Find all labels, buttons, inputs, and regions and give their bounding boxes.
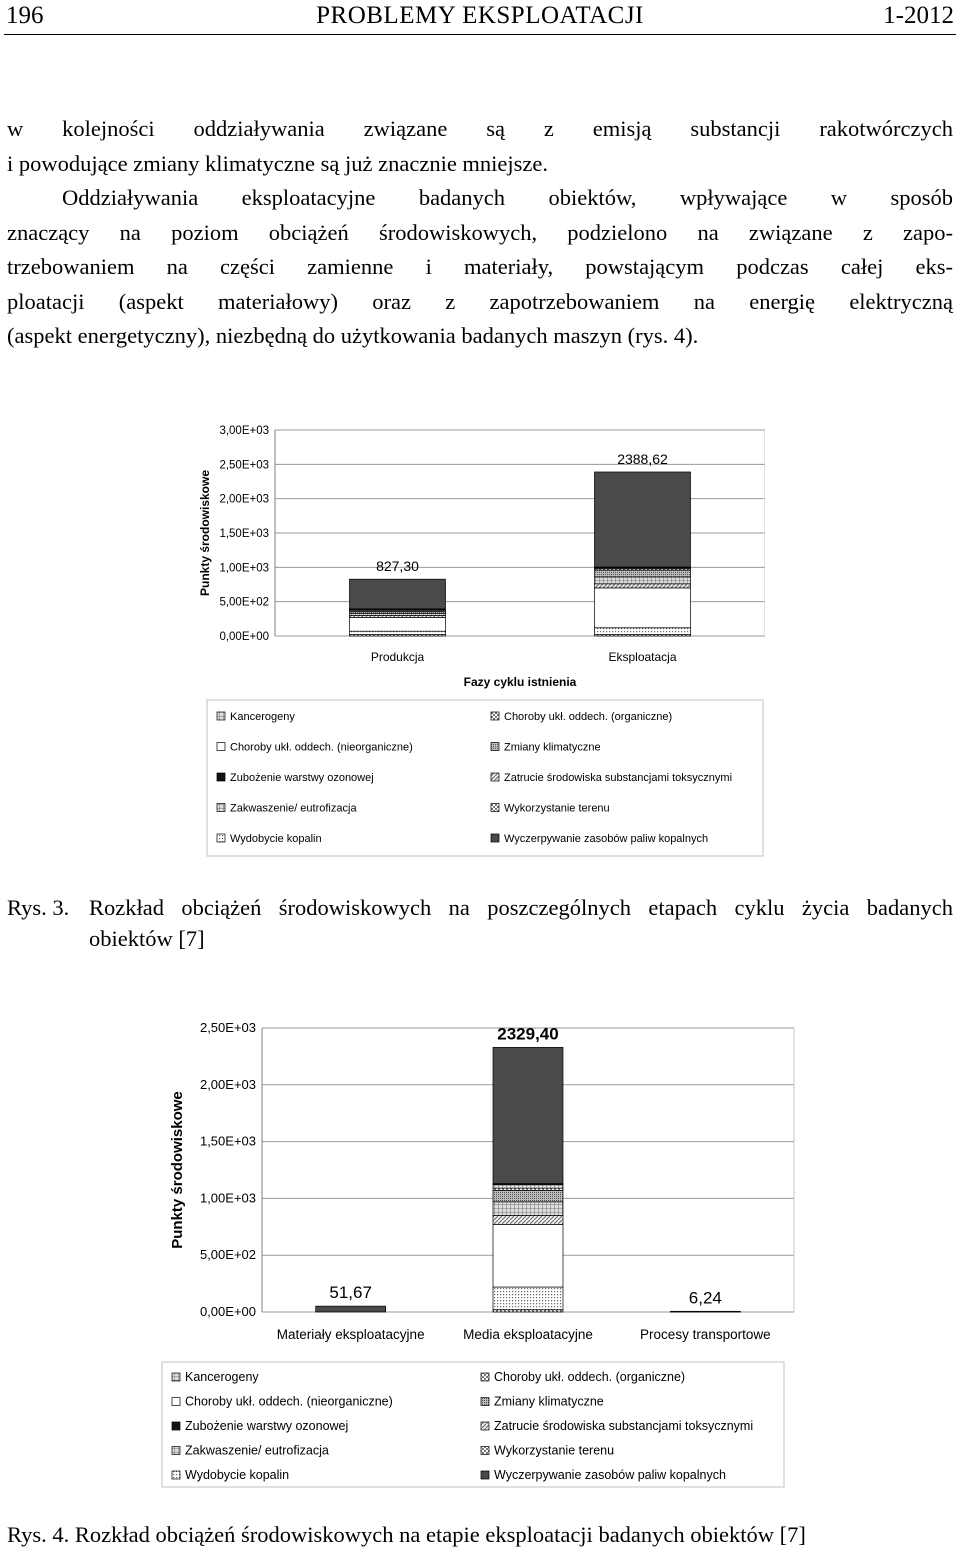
legend-label: Kancerogeny: [185, 1370, 259, 1384]
legend-label: Wyczerpywanie zasobów paliw kopalnych: [494, 1468, 726, 1482]
legend-swatch-wydobycie-kopalin: [172, 1471, 180, 1479]
legend-swatch-wykorzystanie-terenu: [491, 804, 499, 812]
bar-segment-choroby-ukl-oddech-nieorganiczne: [595, 588, 691, 628]
bar-segment-choroby-ukl-oddech-nieorganiczne: [350, 617, 446, 631]
bar-segment-zatrucie-srodowiska-substancjami-toksycznymi: [493, 1215, 563, 1224]
legend-label: Wydobycie kopalin: [185, 1468, 290, 1482]
legend-label: Choroby ukł. oddech. (nieorganiczne): [185, 1394, 393, 1409]
y-tick-label: 5,00E+02: [199, 1247, 256, 1263]
y-tick-label: 5,00E+02: [219, 596, 269, 609]
bar-segment-wydobycie-kopalin: [595, 628, 691, 635]
legend-swatch-zatrucie-srodowiska-substancjami-toksycznymi: [491, 773, 499, 781]
text-line: Oddziaływania eksploatacyjne badanych obiektów, wpływające w sposób: [62, 185, 953, 210]
x-tick-label: Media eksploatacyjne: [463, 1327, 593, 1342]
bar-segment-wyczerpywanie-zasobow-paliw-kopalnych: [493, 1047, 563, 1183]
legend-label: Choroby ukł. oddech. (organiczne): [494, 1370, 686, 1384]
legend-swatch-choroby-ukl-oddech-nieorganiczne: [217, 743, 225, 751]
y-axis-title: Punkty środowiskowe: [198, 469, 212, 597]
data-label: 6,24: [688, 1288, 722, 1308]
bar-segment-zakwaszenie-eutrofizacja: [595, 577, 691, 584]
y-tick-label: 2,50E+03: [219, 459, 269, 472]
x-tick-label: Produkcja: [370, 650, 425, 664]
y-tick-label: 0,00E+00: [199, 1304, 256, 1319]
bar-segment-zatrucie-srodowiska-substancjami-toksycznymi: [595, 584, 691, 588]
bar-segment-kancerogeny: [493, 1185, 563, 1188]
legend-label: Zmiany klimatyczne: [494, 1394, 604, 1409]
figure-4-caption: Rys. 4. Rozkład obciążeń środowiskowych na etapie eksploatacji badanych obiektów [7]: [7, 1522, 806, 1547]
legend-label: Kancerogeny: [230, 711, 295, 723]
bar-segment-zakwaszenie-eutrofizacja: [493, 1202, 563, 1216]
bar-segment-wyczerpywanie-zasobow-paliw-kopalnych: [316, 1306, 386, 1312]
legend-swatch-choroby-ukl-oddech-organiczne: [491, 712, 499, 720]
legend-label: Zubożenie warstwy ozonowej: [185, 1419, 349, 1433]
bar-segment-wydobycie-kopalin: [493, 1287, 563, 1310]
issue-number: 1-2012: [883, 2, 954, 29]
legend-swatch-wykorzystanie-terenu: [481, 1447, 489, 1455]
y-tick-label: 2,00E+03: [219, 493, 269, 506]
legend-label: Wyczerpywanie zasobów paliw kopalnych: [504, 833, 709, 845]
x-tick-label: Procesy transportowe: [640, 1327, 771, 1342]
bar-segment-zmiany-klimatyczne: [595, 570, 691, 577]
y-tick-label: 0,00E+00: [219, 631, 269, 643]
legend-swatch-wyczerpywanie-zasobow-paliw-kopalnych: [481, 1471, 489, 1479]
y-tick-label: 2,00E+03: [199, 1076, 256, 1092]
figure-3-label: Rys. 3.: [7, 895, 70, 920]
legend-swatch-zakwaszenie-eutrofizacja: [172, 1447, 180, 1455]
bar-segment-choroby-ukl-oddech-nieorganiczne: [493, 1225, 563, 1287]
page-header: [4, 0, 956, 35]
legend-swatch-zubozenie-warstwy-ozonowej: [172, 1422, 180, 1430]
legend-label: Choroby ukł. oddech. (nieorganiczne): [230, 741, 413, 754]
legend-label: Zakwaszenie/ eutrofizacja: [185, 1443, 329, 1458]
legend-swatch-choroby-ukl-oddech-organiczne: [481, 1373, 489, 1381]
legend-label: Wykorzystanie terenu: [504, 802, 610, 815]
legend-swatch-choroby-ukl-oddech-nieorganiczne: [172, 1398, 180, 1406]
legend-label: Zmiany klimatyczne: [504, 741, 601, 754]
data-label: 2388,62: [617, 450, 668, 467]
figure-4-chart: [158, 1012, 798, 1492]
y-tick-label: 3,00E+03: [219, 425, 269, 437]
text-line: i powodujące zmiany klimatyczne są już znacznie mniejsze.: [7, 150, 549, 176]
figure-3-caption-line: obiektów [7]: [89, 926, 205, 951]
figure-3-caption-line: Rozkład obciążeń środowiskowych na poszczególnych etapach cyklu życia badanych: [89, 895, 953, 920]
text-line: znaczący na poziom obciążeń środowiskowych, podzielono na związane z zapo-: [7, 219, 953, 245]
data-label: 2329,40: [497, 1024, 559, 1044]
bar-segment-wyczerpywanie-zasobow-paliw-kopalnych: [595, 472, 691, 567]
data-label: 51,67: [329, 1283, 372, 1303]
data-label: 827,30: [376, 558, 419, 575]
legend-swatch-wyczerpywanie-zasobow-paliw-kopalnych: [491, 834, 499, 842]
legend-label: Zubożenie warstwy ozonowej: [230, 772, 374, 784]
journal-title: PROBLEMY EKSPLOATACJI: [316, 2, 644, 29]
bar-segment-wydobycie-kopalin: [350, 631, 446, 634]
legend-swatch-wydobycie-kopalin: [217, 834, 225, 842]
legend-swatch-zmiany-klimatyczne: [481, 1398, 489, 1406]
legend-label: Wydobycie kopalin: [230, 833, 322, 845]
text-line: w kolejności oddziaływania związane są z emisją substancji rakotwórczych: [7, 116, 953, 141]
body-text: [7, 112, 953, 354]
y-tick-label: 1,00E+03: [199, 1190, 256, 1206]
legend-swatch-zubozenie-warstwy-ozonowej: [217, 773, 225, 781]
legend-label: Zakwaszenie/ eutrofizacja: [230, 802, 357, 815]
legend-swatch-zmiany-klimatyczne: [491, 743, 499, 751]
legend-label: Zatrucie środowiska substancjami toksycznymi: [504, 772, 733, 784]
y-tick-label: 1,50E+03: [199, 1133, 256, 1149]
legend-label: Zatrucie środowiska substancjami toksycznymi: [494, 1419, 754, 1433]
bar-segment-zmiany-klimatyczne: [493, 1190, 563, 1201]
text-line: ploatacji (aspekt materiałowy) oraz z zapotrzebowaniem na energię elektryczną: [7, 288, 953, 314]
y-tick-label: 1,00E+03: [219, 562, 269, 575]
text-line: trzebowaniem na części zamienne i materiały, powstającym podczas całej eks-: [7, 254, 953, 279]
legend-swatch-kancerogeny: [172, 1373, 180, 1381]
x-tick-label: Materiały eksploatacyjne: [276, 1327, 425, 1342]
text-line: (aspekt energetyczny), niezbędną do użytkowania badanych maszyn (rys. 4).: [7, 323, 699, 348]
x-tick-label: Eksploatacja: [608, 650, 677, 664]
legend-label: Wykorzystanie terenu: [494, 1443, 615, 1458]
legend-swatch-zakwaszenie-eutrofizacja: [217, 804, 225, 812]
bar-segment-wyczerpywanie-zasobow-paliw-kopalnych: [350, 579, 446, 609]
y-tick-label: 2,50E+03: [199, 1020, 256, 1035]
legend-swatch-kancerogeny: [217, 712, 225, 720]
y-axis-title: Punkty środowiskowe: [169, 1091, 186, 1249]
figure-3-caption: [7, 892, 953, 954]
y-tick-label: 1,50E+03: [219, 528, 269, 540]
x-axis-title: Fazy cyklu istnienia: [463, 675, 577, 689]
page-number: 196: [6, 2, 44, 29]
legend-swatch-zatrucie-srodowiska-substancjami-toksycznymi: [481, 1422, 489, 1430]
legend-label: Choroby ukł. oddech. (organiczne): [504, 711, 673, 723]
bar-segment-wyczerpywanie-zasobow-paliw-kopalnych: [670, 1311, 740, 1312]
figure-3-chart: [195, 412, 765, 862]
